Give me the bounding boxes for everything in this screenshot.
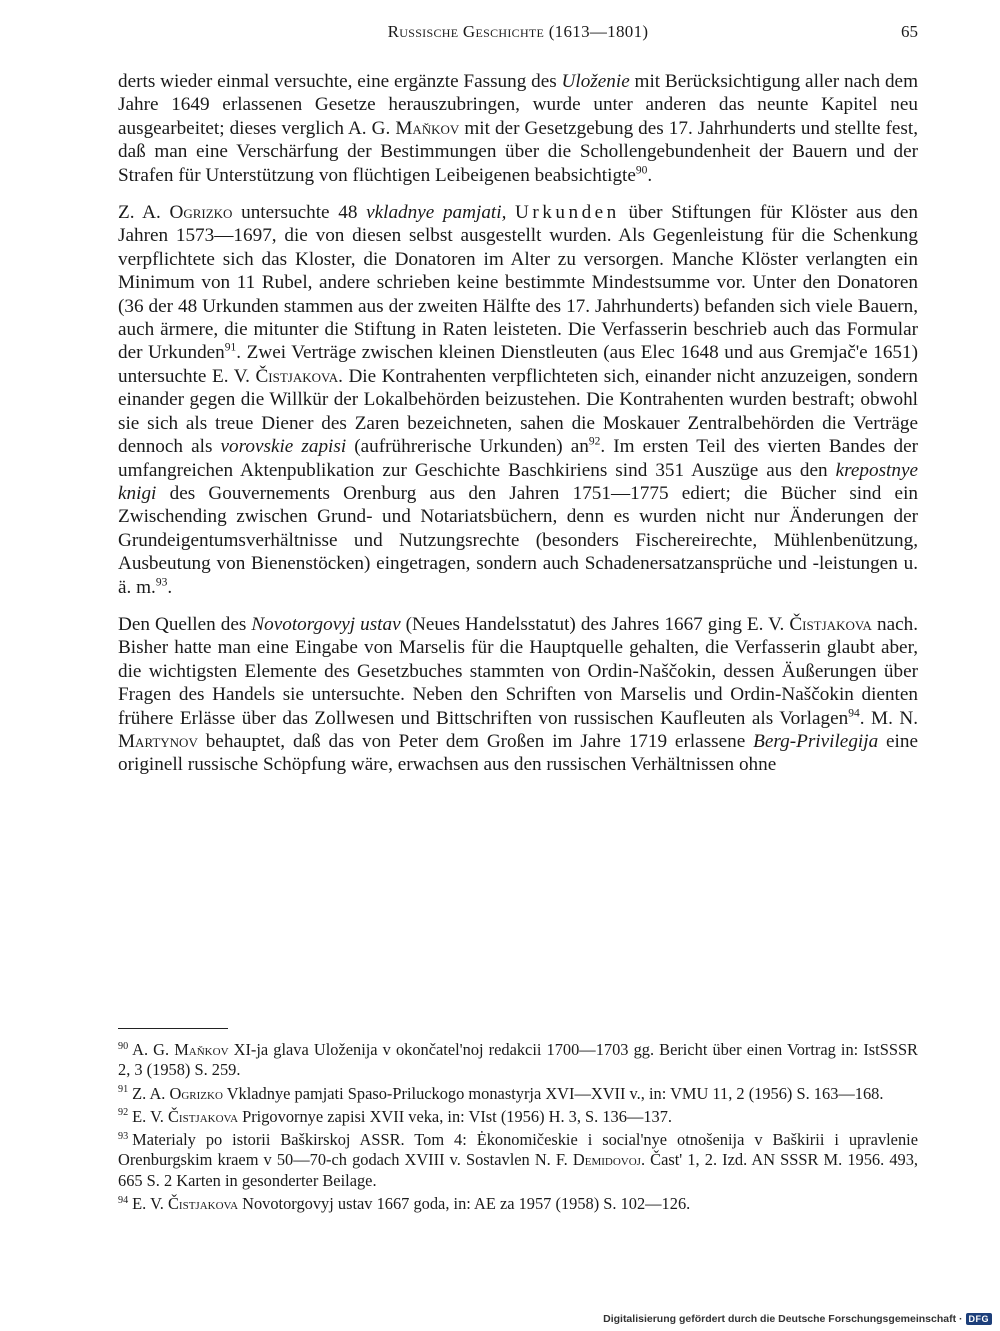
text-run: . <box>167 576 173 598</box>
text-run: nach. Bisher hatte man eine Eingabe von Marselis für die Hauptquelle gehalten, die Verfasserin glaubt aber, die wichtigsten Elemente des Gesetzbuches stammten von Ordin-Naščokin, dessen Äußerungen über Fragen des Handels sie untersuchte. Neben den Schriften von Marselis und Ordin-Naščokin dienten frühere Erlässe über das Zollwesen und Bittschriften von russischen Kaufleuten als Vorlagen <box>118 613 918 729</box>
italic-term: Novotorgovyj ustav <box>251 613 401 635</box>
running-title <box>118 22 918 42</box>
italic-term: Uloženie <box>561 71 630 92</box>
footnote-ref: 91 <box>224 342 237 355</box>
text-run: mit Berücksichtigung aller nach dem Jahre 1649 erlassenen Gesetze herauszubringen, wurde unter anderen das neunte Kapitel neu ausgearbeitet; dieses verglich A. G. <box>118 71 918 139</box>
footnote-92 <box>118 1107 918 1127</box>
footnote-text: . Čast' 1, 2. Izd. AN SSSR M. 1956. 493, 665 S. 2 Karten in gesonderter Beilage. <box>118 1150 918 1190</box>
italic-term: Berg-Privilegija <box>753 730 879 752</box>
credit-text: Digitalisierung gefördert durch die Deutsche Forschungsgemeinschaft · <box>603 1313 963 1325</box>
text-run: Z. A. <box>118 202 170 224</box>
footnote-ref: 90 <box>635 164 648 177</box>
footnote-number: 94 <box>118 1194 129 1206</box>
footnote-text: Vkladnye pamjati Spaso-Priluckogo monastyrja XVI—XVII v., in: VMU 11, 2 (1956) S. 163—168. <box>222 1083 884 1103</box>
author-name: Čistjakova <box>255 365 339 387</box>
author-name: Martynov <box>118 730 198 752</box>
text-run: . Die Kontrahenten verpflichteten sich, einander nicht anzuzeigen, sondern einander gegen die Willkür der Lokalbehörden beizustehen. Die Kontrahenten wurden bestraft; obwohl sie sich als treue Diener des Zaren bezeichneten, sahen die Moskauer Zentralbehörden die Verträge dennoch als <box>118 365 918 458</box>
spaced-term: Urkunden <box>515 202 620 224</box>
page-header <box>118 22 918 48</box>
paragraph-2 <box>118 201 918 599</box>
author-name: Demidovoj <box>572 1150 641 1170</box>
footnote-text: Prigovornye zapisi XVII veka, in: VIst (1956) H. 3, S. 136—137. <box>238 1106 673 1126</box>
text-run: des Gouvernements Orenburg aus den Jahren 1751—1775 ediert; die Bücher sind ein Zwischending zwischen Grund- und Notariatsbüchern, denn es wurden nicht nur Änderungen der Grundeigentumsverhältnisse und Nutzungsrechte (besonders Fischereirechte, Mühlenbenützung, Ausbeutung von Bienenstöcken) eingetragen, sondern auch Schadenersatzansprüche und -leistungen u. ä. m. <box>118 482 918 598</box>
footnote-text: E. V. <box>132 1194 168 1214</box>
text-run: . <box>647 164 653 186</box>
digitization-credit <box>603 1313 992 1325</box>
footnote-ref: 93 <box>155 576 168 589</box>
text-run: Den Quellen des <box>118 613 252 635</box>
text-run <box>506 202 515 223</box>
footnote-94 <box>118 1194 918 1214</box>
body-text <box>118 70 918 791</box>
text-run: . Im ersten Teil des vierten Bandes der umfangreichen Aktenpublikation zur Geschichte Baschkiriens sind 351 Auszüge aus den <box>118 436 918 481</box>
footnote-text: Materialy po istorii Baškirskoj ASSR. Tom 4: Ėkonomičeskie i social'nye otnošenija v Baškirii i upravlenie Orenburgskim kraem v 50—70-ch godach XVIII v. Sostavlen N. F. <box>118 1130 918 1170</box>
text-run: . Zwei Verträge zwischen kleinen Dienstleuten (aus Elec 1648 und aus Gremjač'e 1651) untersuchte E. V. <box>118 342 919 387</box>
footnote-divider <box>118 1028 228 1029</box>
paragraph-3 <box>118 613 918 777</box>
text-run: untersuchte 48 <box>232 202 367 224</box>
paragraph-1 <box>118 70 918 187</box>
author-name: Čistjakova <box>789 613 872 635</box>
text-run: über Stiftungen für Klöster aus den Jahren 1573—1697, die von diesen selbst ausgestellt wurden. Als Gegenleistung für die Schenkung verpflichtete sich das Kloster, die Donatoren im Alter zu versorgen. Manche Klöster verlangten ein Minimum von 11 Rubel, andere schrieben keine bestimmte Mindestsumme vor. Unter den Donatoren (36 der 48 Urkunden stammen aus der zweiten Hälfte des 17. Jahrhunderts) befanden sich viele Bauern, auch ärmere, die mitunter die Stiftung in Raten leisteten. Die Verfasserin beschrieb auch das Formular der Urkunden <box>118 202 918 364</box>
page-number: 65 <box>901 22 918 41</box>
footnote-number: 90 <box>118 1040 129 1052</box>
author-name: Maňkov <box>174 1040 229 1059</box>
footnote-text: E. V. <box>132 1106 168 1126</box>
footnote-90 <box>118 1040 918 1081</box>
author-name: Čistjakova <box>168 1106 239 1126</box>
footnote-93 <box>118 1130 918 1191</box>
author-name: Čistjakova <box>168 1194 239 1214</box>
text-run: mit der Gesetzgebung des 17. Jahrhunderts und stellte fest, daß man eine Verschärfung der Bestimmungen über die Schollengebundenheit der Bauern und der Strafen für Unterstützung von flüchtigen Leibeigenen beabsichtigte <box>118 117 918 186</box>
author-name: Ogrizko <box>169 1083 223 1103</box>
text-run: (aufrührerische Urkunden) an <box>346 436 589 458</box>
italic-term: vorovskie zapisi <box>220 436 347 458</box>
text-run: . M. N. <box>859 707 919 729</box>
footnotes <box>118 1040 918 1217</box>
dfg-logo-icon: DFG <box>966 1313 993 1325</box>
footnote-text: Novotorgovyj ustav 1667 goda, in: AE za 1957 (1958) S. 102—126. <box>238 1194 691 1214</box>
footnote-number: 92 <box>118 1107 129 1119</box>
footnote-text: XI-ja glava Uloženija v okončatel'noj redakcii 1700—1703 gg. Bericht über einen Vortrag in: IstSSSR 2, 3 (1958) S. 259. <box>118 1040 918 1080</box>
footnote-ref: 92 <box>588 435 601 448</box>
footnote-number: 93 <box>118 1130 129 1142</box>
footnote-text: A. G. <box>132 1040 175 1059</box>
italic-term: krepostnye knigi <box>118 459 918 504</box>
author-name: Ogrizko <box>169 202 233 224</box>
text-run: behauptet, daß das von Peter dem Großen im Jahre 1719 erlassene <box>197 730 754 752</box>
running-title-text: Russische Geschichte (1613—1801) <box>387 22 649 41</box>
footnote-text: Z. A. <box>132 1083 170 1103</box>
footnote-91 <box>118 1084 918 1104</box>
text-run: eine originell russische Schöpfung wäre, erwachsen aus den russischen Verhältnissen ohne <box>118 730 918 776</box>
text-run: derts wieder einmal versuchte, eine ergänzte Fassung des <box>118 71 562 92</box>
footnote-ref: 94 <box>848 707 860 720</box>
author-name: Maňkov <box>395 117 460 139</box>
text-run: (Neues Handelsstatut) des Jahres 1667 ging E. V. <box>400 613 790 635</box>
italic-term: vkladnye pamjati, <box>366 202 507 224</box>
footnote-number: 91 <box>118 1084 129 1096</box>
